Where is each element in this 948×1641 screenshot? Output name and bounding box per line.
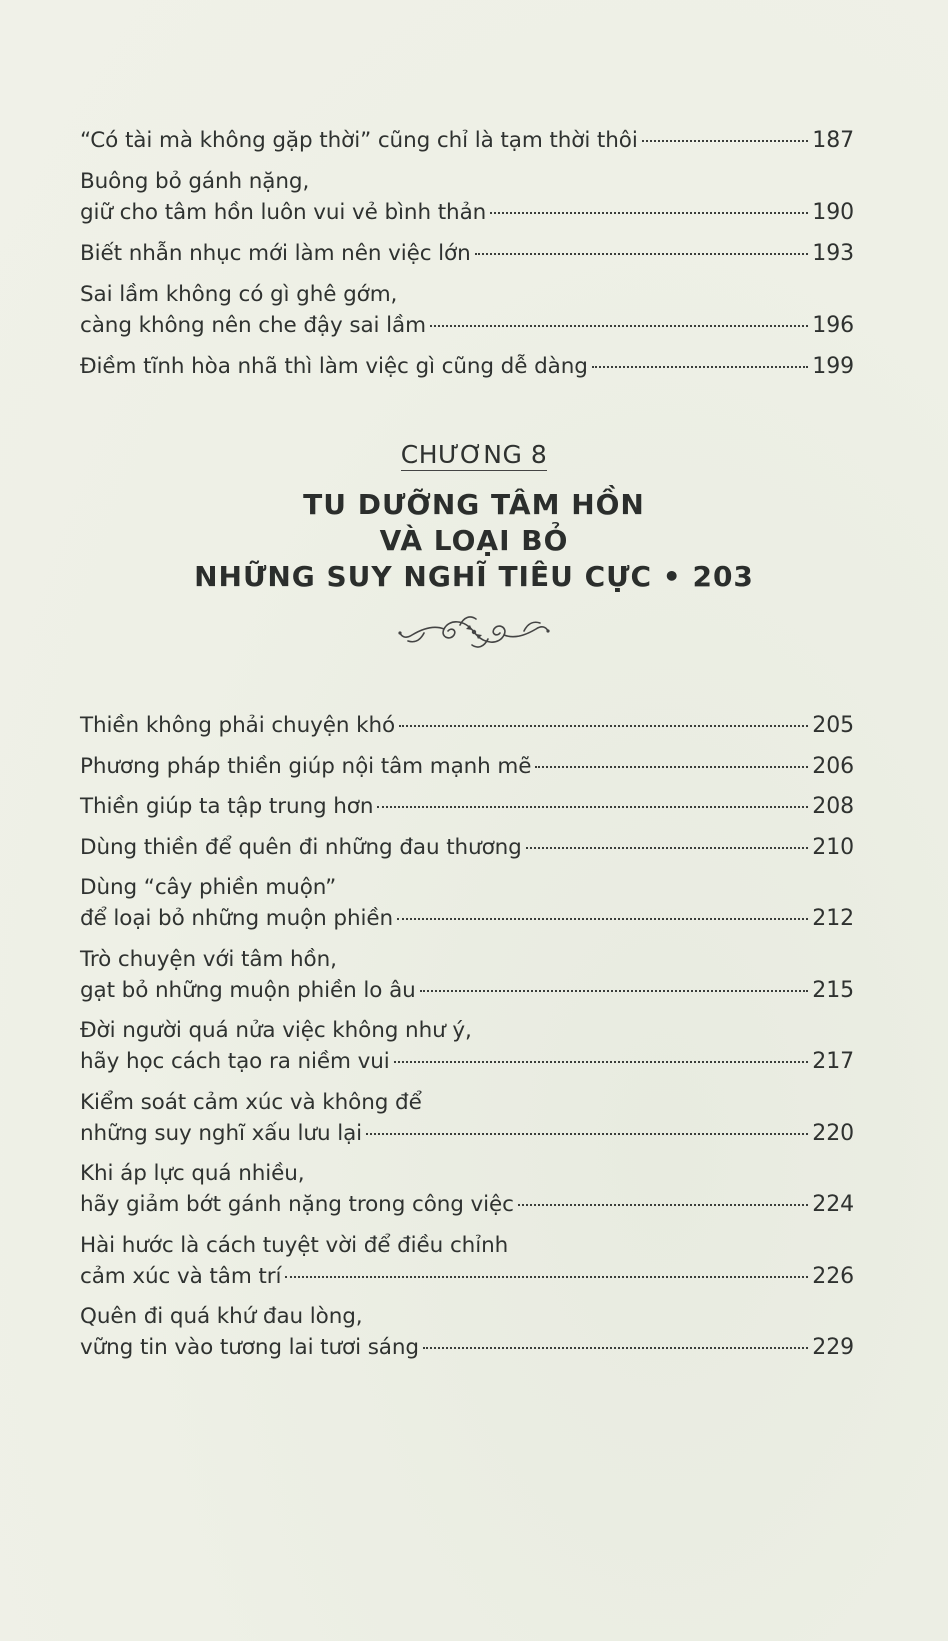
toc-entry-title: hãy học cách tạo ra niềm vui xyxy=(80,1049,390,1074)
chapter-title-line: NHỮNG SUY NGHĨ TIÊU CỰC • 203 xyxy=(194,560,754,593)
toc-page-number: 190 xyxy=(812,200,854,225)
chapter-label: CHƯƠNG 8 xyxy=(400,440,548,469)
toc-page-number: 187 xyxy=(812,128,854,153)
toc-page-number: 210 xyxy=(812,834,854,860)
toc-entry xyxy=(80,710,854,741)
toc-entry-row xyxy=(80,1261,854,1292)
toc-page-number: 205 xyxy=(812,713,854,738)
toc-entry-row xyxy=(80,1046,854,1077)
toc-entry-row xyxy=(80,197,854,228)
toc-entry-row xyxy=(80,1189,854,1220)
dot-leader xyxy=(642,140,809,142)
toc-entry xyxy=(80,1015,854,1077)
toc-page-number: 229 xyxy=(812,1335,854,1360)
dot-leader xyxy=(377,806,808,808)
toc-entry-title: giữ cho tâm hồn luôn vui vẻ bình thản xyxy=(80,200,487,225)
toc-entry-title-line: Buông bỏ gánh nặng, xyxy=(80,169,310,194)
chapter-title-line: VÀ LOẠI BỎ xyxy=(379,524,569,557)
toc-entry-title: cảm xúc và tâm trí xyxy=(80,1263,282,1289)
toc-page-number: 212 xyxy=(812,906,854,931)
dot-leader xyxy=(399,725,808,727)
toc-entry-title-line: Trò chuyện với tâm hồn, xyxy=(80,946,337,972)
dot-leader xyxy=(423,1347,808,1349)
toc-entry xyxy=(80,166,854,228)
dot-leader xyxy=(490,212,808,214)
dot-leader xyxy=(526,847,809,849)
toc-entry-title: Phương pháp thiền giúp nội tâm mạnh mẽ xyxy=(80,753,532,779)
toc-entry-title: gạt bỏ những muộn phiền lo âu xyxy=(80,977,416,1003)
toc-entry-title-line: Đời người quá nửa việc không như ý, xyxy=(80,1018,472,1043)
toc-list-top xyxy=(80,125,854,392)
chapter-title xyxy=(0,487,948,595)
toc-entry-row xyxy=(80,710,854,741)
toc-entry-title: Biết nhẫn nhục mới làm nên việc lớn xyxy=(80,241,471,266)
toc-entry-title: những suy nghĩ xấu lưu lại xyxy=(80,1120,363,1146)
dot-leader xyxy=(420,990,809,992)
toc-entry xyxy=(80,751,854,782)
toc-entry-title: càng không nên che đậy sai lầm xyxy=(80,313,426,338)
toc-entry xyxy=(80,238,854,269)
toc-entry-title-line: Khi áp lực quá nhiều, xyxy=(80,1161,305,1186)
toc-entry-title-line: Quên đi quá khứ đau lòng, xyxy=(80,1304,363,1329)
toc-entry-row xyxy=(80,125,854,156)
toc-entry xyxy=(80,832,854,863)
dot-leader xyxy=(397,918,808,920)
toc-entry-row xyxy=(80,751,854,782)
toc-entry xyxy=(80,791,854,822)
toc-entry xyxy=(80,944,854,1006)
toc-page-number: 206 xyxy=(812,753,854,779)
toc-page-number: 224 xyxy=(812,1192,854,1217)
toc-page-number: 193 xyxy=(812,241,854,266)
toc-entry-title: Điềm tĩnh hòa nhã thì làm việc gì cũng dễ dàng xyxy=(80,354,588,379)
dot-leader xyxy=(535,766,808,768)
flourish-ornament-icon xyxy=(0,611,948,657)
toc-entry xyxy=(80,1087,854,1149)
toc-entry xyxy=(80,1230,854,1292)
dot-leader xyxy=(430,325,808,327)
toc-entry-title: Thiền không phải chuyện khó xyxy=(80,713,396,738)
toc-page-number: 199 xyxy=(812,354,854,379)
toc-page-number: 215 xyxy=(812,977,854,1003)
toc-entry-row xyxy=(80,1332,854,1363)
toc-entry-title-line: Kiểm soát cảm xúc và không để xyxy=(80,1089,422,1115)
toc-list-bottom xyxy=(80,710,854,1373)
toc-entry-row xyxy=(80,903,854,934)
toc-entry-title: hãy giảm bớt gánh nặng trong công việc xyxy=(80,1192,514,1217)
toc-entry-title-line: Hài hước là cách tuyệt vời để điều chỉnh xyxy=(80,1232,509,1258)
toc-entry xyxy=(80,351,854,382)
toc-entry xyxy=(80,1301,854,1363)
toc-entry-title: Dùng thiền để quên đi những đau thương xyxy=(80,834,522,860)
dot-leader xyxy=(518,1204,808,1206)
toc-entry-title-line: Dùng “cây phiền muộn” xyxy=(80,875,337,900)
dot-leader xyxy=(285,1276,808,1278)
toc-entry-row xyxy=(80,1118,854,1149)
chapter-heading xyxy=(0,440,948,657)
toc-entry-row xyxy=(80,238,854,269)
toc-entry-title: “Có tài mà không gặp thời” cũng chỉ là tạm thời thôi xyxy=(80,128,638,153)
toc-page-number: 220 xyxy=(812,1120,854,1146)
dot-leader xyxy=(394,1061,809,1063)
toc-entry-row xyxy=(80,832,854,863)
toc-entry xyxy=(80,125,854,156)
toc-entry-row xyxy=(80,351,854,382)
toc-entry-row xyxy=(80,310,854,341)
toc-page-number: 217 xyxy=(812,1049,854,1074)
toc-entry-title-line: Sai lầm không có gì ghê gớm, xyxy=(80,282,398,307)
toc-page-number: 196 xyxy=(812,313,854,338)
toc-entry xyxy=(80,279,854,341)
toc-entry-title: vững tin vào tương lai tươi sáng xyxy=(80,1335,419,1360)
toc-page-number: 208 xyxy=(812,794,854,819)
dot-leader xyxy=(592,366,809,368)
toc-page-number: 226 xyxy=(812,1263,854,1289)
dot-leader xyxy=(475,253,809,255)
chapter-title-line: TU DƯỠNG TÂM HỒN xyxy=(303,488,645,521)
toc-entry-row xyxy=(80,975,854,1006)
toc-entry xyxy=(80,872,854,934)
toc-entry xyxy=(80,1158,854,1220)
toc-entry-title: để loại bỏ những muộn phiền xyxy=(80,906,394,931)
toc-entry-row xyxy=(80,791,854,822)
toc-entry-title: Thiền giúp ta tập trung hơn xyxy=(80,794,374,819)
dot-leader xyxy=(366,1133,808,1135)
